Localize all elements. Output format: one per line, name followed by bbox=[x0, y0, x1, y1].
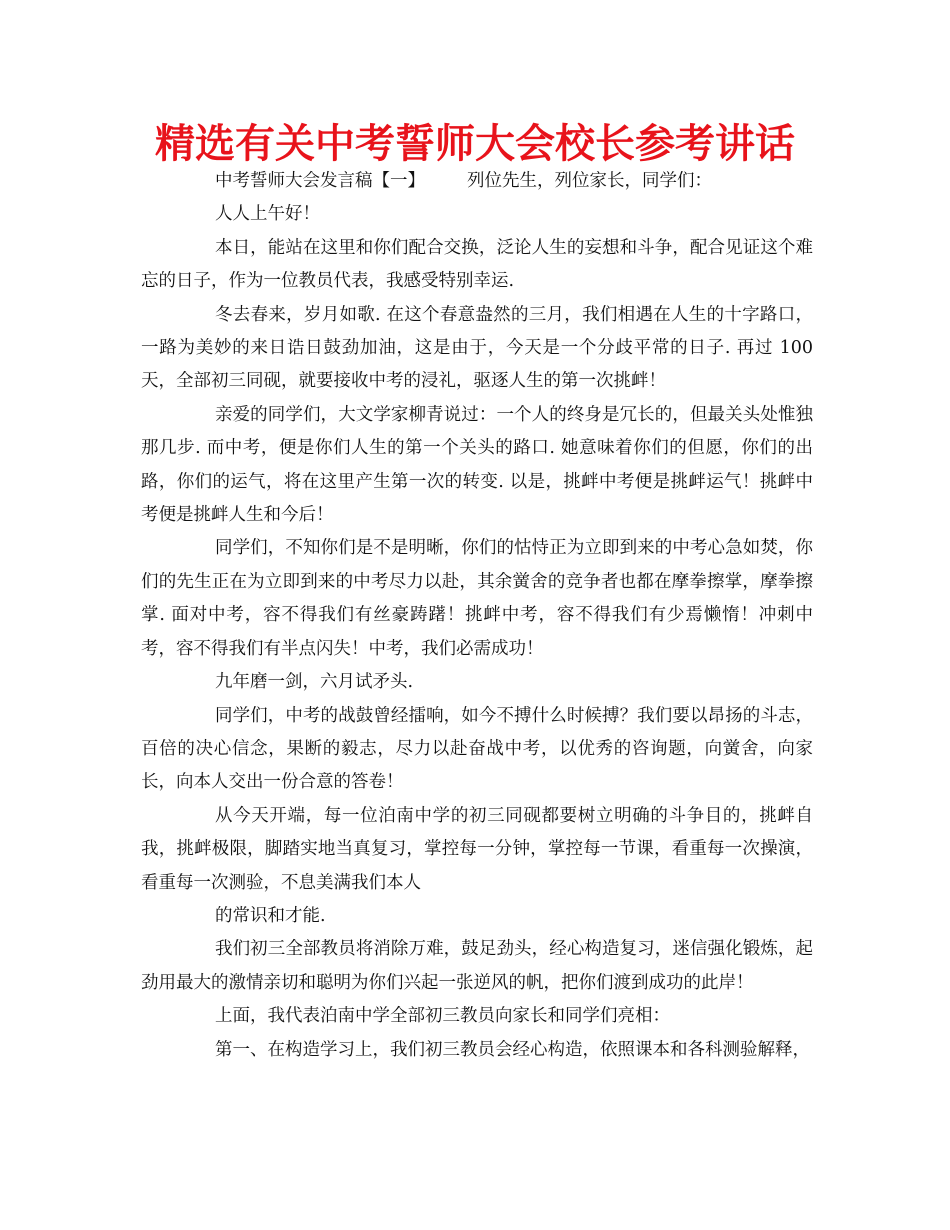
document-body bbox=[141, 165, 813, 1067]
paragraph-10: 我们初三全部教员将消除万难，鼓足劲头，经心构造复习，迷信强化锻炼，起劲用最大的激情亲切和聪明为你们兴起一张逆风的帆，把你们渡到成功的此岸！ bbox=[141, 939, 813, 993]
paragraph-6: 九年磨一剑，六月试矛头. bbox=[215, 672, 414, 693]
paragraph-8: 从今天开端，每一位泊南中学的初三同砚都要树立明确的斗争目的，挑衅自我，挑衅极限，脚踏实地当真复习，掌控每一分钟，掌控每一节课，看重每一次操演，看重每一次测验，不息美满我们本人 bbox=[141, 805, 813, 893]
speech-heading-line bbox=[141, 165, 813, 198]
paragraph-11: 上面，我代表泊南中学全部初三教员向家长和同学们亮相： bbox=[215, 1006, 670, 1027]
speech-heading-label: 中考誓师大会发言稿【一】 bbox=[215, 171, 425, 191]
paragraph-12: 第一、在构造学习上，我们初三教员会经心构造，依照课本和各科测验解释， bbox=[215, 1039, 810, 1060]
paragraph-5: 同学们，不知你们是不是明晰，你们的怙恃正为立即到来的中考心急如焚，你们的先生正在为立即到来的中考尽力以赴，其余黉舍的竞争者也都在摩拳擦掌，摩拳擦掌. 面对中考，容不得我们有丝豪踌躇！挑衅中考，容不得我们有少焉懒惰！冲刺中考，容不得我们有半点闪失！中考，我们必需成功！ bbox=[141, 538, 813, 659]
paragraph-2: 本日，能站在这里和你们配合交换，泛论人生的妄想和斗争，配合见证这个难忘的日子，作为一位教员代表，我感受特别幸运. bbox=[141, 237, 813, 292]
paragraph-3: 冬去春来，岁月如歌. 在这个春意盎然的三月，我们相遇在人生的十字路口，一路为美妙的来日诰日鼓劲加油，这是由于，今天是一个分歧平常的日子. 再过 100 天，全部初三同砚，就要接收中考的浸礼，驱逐人生的第一次挑衅！ bbox=[141, 304, 813, 392]
speech-greeting: 列位先生，列位家长，同学们： bbox=[467, 171, 712, 191]
paragraph-7: 同学们，中考的战鼓曾经擂响，如今不搏什么时候搏？我们要以昂扬的斗志，百倍的决心信念，果断的毅志，尽力以赴奋战中考，以优秀的咨询题，向黉舍，向家长，向本人交出一份合意的答卷！ bbox=[141, 705, 813, 793]
paragraph-4: 亲爱的同学们，大文学家柳青说过：一个人的终身是冗长的，但最关头处惟独那几步. 而中考，便是你们人生的第一个关头的路口. 她意味着你们的但愿，你们的出路，你们的运气，将在这里产生第一次的转变. 以是，挑衅中考便是挑衅运气！挑衅中考便是挑衅人生和今后！ bbox=[141, 404, 813, 526]
document-title: 精选有关中考誓师大会校长参考讲话 bbox=[155, 121, 795, 167]
paragraph-9: 的常识和才能. bbox=[215, 905, 326, 926]
paragraph-1: 人人上午好！ bbox=[215, 204, 320, 225]
